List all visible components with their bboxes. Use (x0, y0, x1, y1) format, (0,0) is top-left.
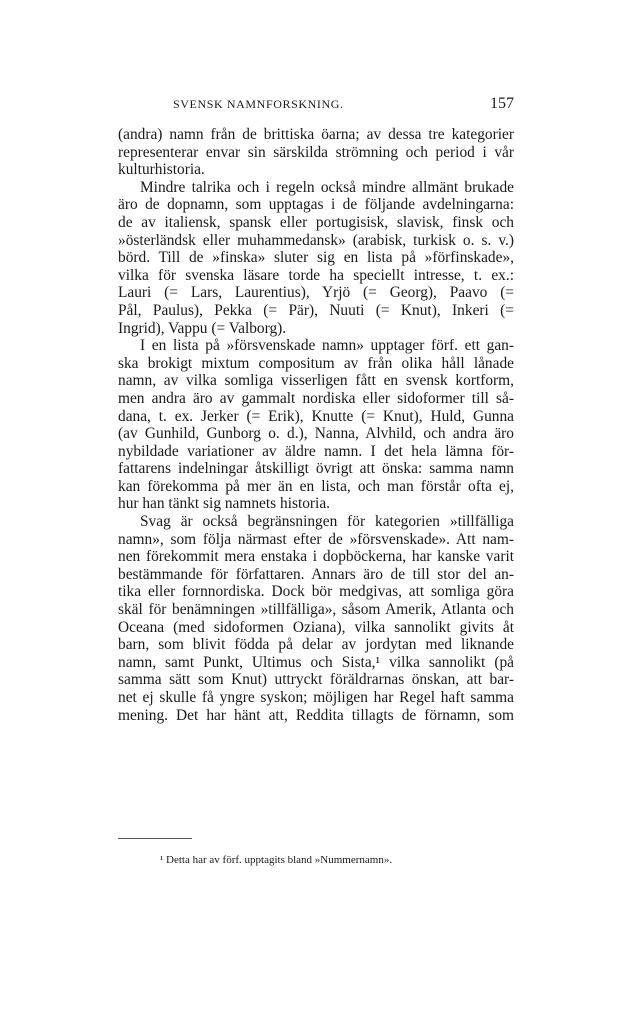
text-line: (andra) namn från de brittiska öarna; av dessa tre kategorier (118, 126, 514, 143)
text-line: Ingrid), Vappu (= Valborg). (118, 319, 287, 337)
page-header (0, 94, 632, 118)
text-line: representerar envar sin särskilda strömning och period i vår (118, 143, 514, 161)
text-line: tika eller fornnordiska. Dock bör medgivas, att somliga göra (118, 583, 514, 601)
text-line: ska brokigt mixtum compositum av från olika håll lånade (118, 354, 514, 372)
page-number: 157 (490, 95, 514, 112)
text-line: Pål, Paulus), Pekka (= Pär), Nuuti (= Knut), Inkeri (= (118, 301, 514, 319)
text-line: mening. Det har hänt att, Reddita tillagts de förnamn, som (118, 706, 514, 724)
text-line: namn», som följa närmast efter de »försvenskade». Att nam- (118, 530, 514, 548)
text-line: I en lista på »försvenskade namn» upptager förf. ett gan- (140, 337, 514, 355)
text-line: Mindre talrika och i regeln också mindre allmänt brukade (140, 178, 514, 196)
footnote-divider (118, 838, 192, 839)
text-line: men andra äro av gammalt nordiska eller sidoformer till så- (118, 389, 514, 407)
text-line: namn, av vilka somliga visserligen fått en svensk kortform, (118, 372, 514, 390)
running-head: SVENSK NAMNFORSKNING. (173, 97, 344, 111)
text-line: bestämmande för författaren. Annars äro de till stor del an- (118, 565, 514, 583)
text-line: skäl för benämningen »tillfälliga», såsom Amerik, Atlanta och (118, 601, 514, 619)
text-line: dana, t. ex. Jerker (= Erik), Knutte (= Knut), Huld, Gunna (118, 407, 514, 425)
text-line: Oceana (med sidoformen Oziana), vilka sannolikt givits åt (118, 618, 514, 636)
text-line: nen förekommit mera enstaka i dopböckerna, har kanske varit (118, 548, 514, 566)
text-line: namn, samt Punkt, Ultimus och Sista,¹ vilka sannolikt (på (118, 653, 514, 671)
text-line: samma sätt som Knut) uttryckt föräldrarnas önskan, att bar- (118, 671, 514, 689)
text-line: barn, som blivit födda på delar av jordytan med liknande (118, 636, 514, 654)
text-line: Lauri (= Lars, Laurentius), Yrjö (= Georg), Paavo (= (118, 284, 514, 302)
text-line: hur han tänkt sig namnets historia. (118, 495, 331, 513)
text-line: börd. Till de »finska» sluter sig en lista på »förfinskade», (118, 249, 514, 267)
text-line: »österländsk eller muhammedansk» (arabisk, turkisk o. s. v.) (118, 231, 514, 249)
text-line: vilka för svenska läsare torde ha speciellt intresse, t. ex.: (118, 266, 514, 284)
body-text (118, 126, 514, 724)
text-line: nybildade variationer av äldre namn. I det hela lämna för- (118, 442, 514, 460)
text-line: kan förekomma på mer än en lista, och man förstår ofta ej, (118, 477, 514, 495)
footnote: ¹ Detta har av förf. upptagits bland »Nummernamn». (160, 854, 393, 866)
text-line: de av italiensk, spansk eller portugisisk, slavisk, finsk och (118, 213, 514, 231)
text-line: Svag är också begränsningen för kategorien »tillfälliga (140, 513, 514, 531)
text-line: (av Gunhild, Gunborg o. d.), Nanna, Alvhild, och andra äro (118, 425, 514, 443)
text-line: kulturhistoria. (118, 161, 205, 179)
text-line: net ej skulle få yngre syskon; möjligen har Regel haft samma (118, 689, 514, 706)
text-line: fattarens indelningar åtskilligt övrigt att önska: samma namn (118, 460, 514, 478)
text-line: äro de dopnamn, som upptagas i de följande avdelningarna: (118, 196, 514, 214)
